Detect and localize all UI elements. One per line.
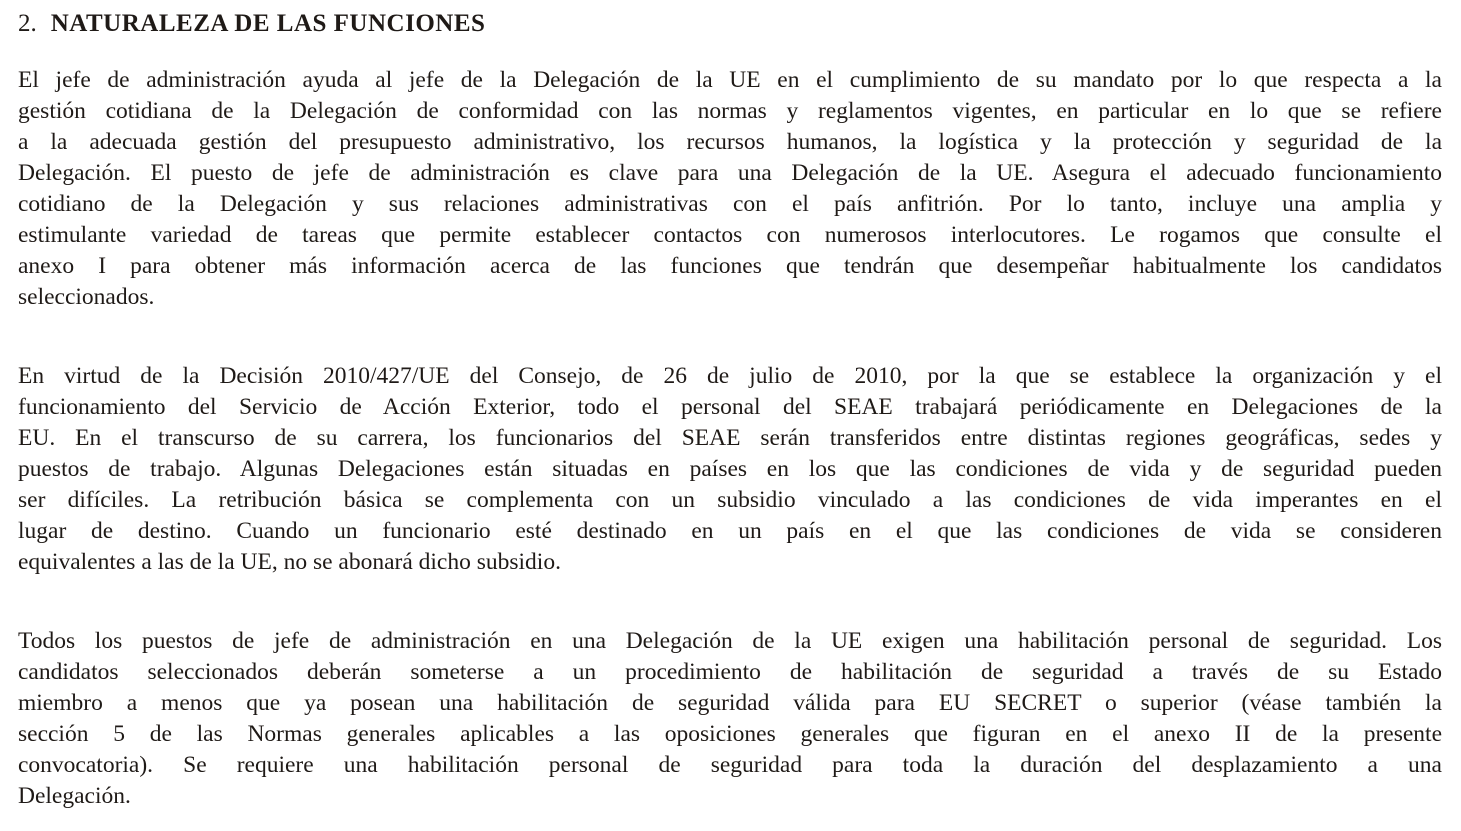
text-line: candidatos seleccionados deberán someterse a un procedimiento de habilitación de seguridad a través de su Estado [18,659,1442,685]
text-line: funcionamiento del Servicio de Acción Exterior, todo el personal del SEAE trabajará periódicamente en Delegaciones de la [18,394,1442,420]
text-line: ser difíciles. La retribución básica se complementa con un subsidio vinculado a las condiciones de vida imperantes en el [18,487,1442,513]
text-line: Delegación. El puesto de jefe de administración es clave para una Delegación de la UE. Asegura el adecuado funcionamiento [18,160,1442,186]
text-line: seleccionados. [18,284,155,310]
text-line: Todos los puestos de jefe de administración en una Delegación de la UE exigen una habilitación personal de seguridad. Los [18,628,1442,654]
paragraph-2 [18,361,1442,578]
paragraph-3 [18,626,1442,812]
text-line: anexo I para obtener más información acerca de las funciones que tendrán que desempeñar habitualmente los candidatos [18,253,1442,279]
text-line: lugar de destino. Cuando un funcionario esté destinado en un país en el que las condiciones de vida se consideren [18,518,1442,544]
text-line: convocatoria). Se requiere una habilitación personal de seguridad para toda la duración del desplazamiento a una [18,752,1442,778]
text-line: gestión cotidiana de la Delegación de conformidad con las normas y reglamentos vigentes, en particular en lo que se refiere [18,98,1442,124]
text-line: Delegación. [18,783,131,809]
text-line: sección 5 de las Normas generales aplicables a las oposiciones generales que figuran en el anexo II de la presente [18,721,1442,747]
text-line: a la adecuada gestión del presupuesto administrativo, los recursos humanos, la logística y la protección y seguridad de la [18,129,1442,155]
section-heading [18,8,1442,39]
section-title: NATURALEZA DE LAS FUNCIONES [50,10,486,37]
text-line: puestos de trabajo. Algunas Delegaciones están situadas en países en los que las condiciones de vida y de seguridad pueden [18,456,1442,482]
paragraph-1 [18,65,1442,313]
text-line: miembro a menos que ya posean una habilitación de seguridad válida para EU SECRET o superior (véase también la [18,690,1442,716]
text-line: cotidiano de la Delegación y sus relaciones administrativas con el país anfitrión. Por lo tanto, incluye una amplia y [18,191,1442,217]
text-line: EU. En el transcurso de su carrera, los funcionarios del SEAE serán transferidos entre distintas regiones geográficas, sedes y [18,425,1442,451]
text-line: equivalentes a las de la UE, no se abonará dicho subsidio. [18,549,561,575]
text-line: El jefe de administración ayuda al jefe de la Delegación de la UE en el cumplimiento de su mandato por lo que respecta a la [18,67,1442,93]
text-line: estimulante variedad de tareas que permite establecer contactos con numerosos interlocutores. Le rogamos que consulte el [18,222,1442,248]
section-number: 2. [18,10,37,37]
text-line: En virtud de la Decisión 2010/427/UE del Consejo, de 26 de julio de 2010, por la que se establece la organización y el [18,363,1442,389]
